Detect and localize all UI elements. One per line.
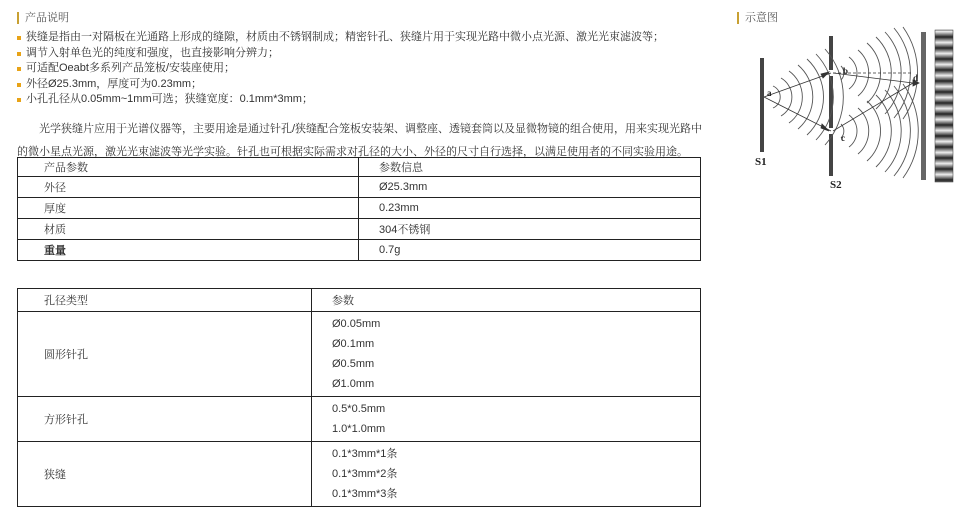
section-title-product-description: 产品说明 [17,12,69,24]
barrier-s2-top [829,36,833,70]
double-slit-diagram [741,26,957,191]
point-c-label: c [841,133,845,143]
aperture-type: 狭缝 [18,442,312,507]
point-d-label: d [913,73,919,83]
table-row [18,442,701,507]
wavefronts-c [841,84,918,178]
s2-label: S2 [830,179,842,191]
table-row [18,240,701,261]
aperture-value: 0.1*3mm*2条 [332,468,398,480]
feature-bullet: 调节入射单色光的纯度和强度，也直接影响分辨力； [17,46,717,62]
spec-param: 重量 [18,240,359,261]
spec-value: 0.7g [359,240,701,261]
spec-header-param: 产品参数 [18,158,359,177]
feature-bullet: 狭缝是指由一对隔板在光通路上形成的缝隙，材质由不锈钢制成；精密针孔、狭缝片用于实现光路中微小点光源、激光光束滤波等； [17,30,717,46]
barrier-s1 [760,58,764,152]
feature-bullet: 小孔孔径从0.05mm~1mm可选；狭缝宽度：0.1mm*3mm； [17,92,717,108]
aperture-value: Ø0.05mm [332,318,381,330]
aperture-type: 圆形针孔 [18,312,312,397]
aperture-header-type: 孔径类型 [18,289,312,312]
fringe-pattern [935,30,953,182]
aperture-value: 0.1*3mm*1条 [332,448,398,460]
screen-line [921,32,926,180]
aperture-values [312,442,701,507]
barrier-s2-bottom [829,134,833,176]
s1-label: S1 [755,156,767,168]
aperture-table [17,288,701,507]
aperture-type: 方形针孔 [18,397,312,442]
aperture-value: Ø1.0mm [332,378,375,390]
table-row [18,198,701,219]
table-row [18,177,701,198]
spec-table [17,157,701,261]
table-row [18,219,701,240]
aperture-value: 0.5*0.5mm [332,403,386,415]
spec-value: 304不锈钢 [359,219,701,240]
aperture-table-header [18,289,701,312]
table-row [18,312,701,397]
spec-header-value: 参数信息 [359,158,701,177]
aperture-value: Ø0.5mm [332,358,375,370]
spec-param: 外径 [18,177,359,198]
table-row [18,397,701,442]
spec-value: 0.23mm [359,198,701,219]
point-b-label: b [843,66,849,76]
feature-bullet-list [17,30,717,108]
spec-table-header [18,158,701,177]
aperture-header-param: 参数 [312,289,701,312]
aperture-value: 0.1*3mm*3条 [332,488,398,500]
feature-bullet: 外径Ø25.3mm，厚度可为0.23mm； [17,77,717,93]
point-a-label: a [767,88,772,98]
feature-bullet: 可适配Oeabt多系列产品笼板/安装座使用； [17,61,717,77]
spec-param: 厚度 [18,198,359,219]
aperture-values [312,397,701,442]
section-title-diagram: 示意图 [737,12,778,24]
aperture-values [312,312,701,397]
description-text: 光学狭缝片应用于光谱仪器等，主要用途是通过针孔/狭缝配合笼板安装架、调整座、透镜套筒以及显微物镜的组合使用，用来实现光路中的微小星点光源，激光光束滤波等光学实验。针孔也可根据实际需求对孔径的大小、外径的尺寸自行选择，以满足使用者的不同实验用途。 [17,123,703,158]
spec-value: Ø25.3mm [359,177,701,198]
spec-param: 材质 [18,219,359,240]
aperture-value: 1.0*1.0mm [332,423,386,435]
aperture-value: Ø0.1mm [332,338,375,350]
